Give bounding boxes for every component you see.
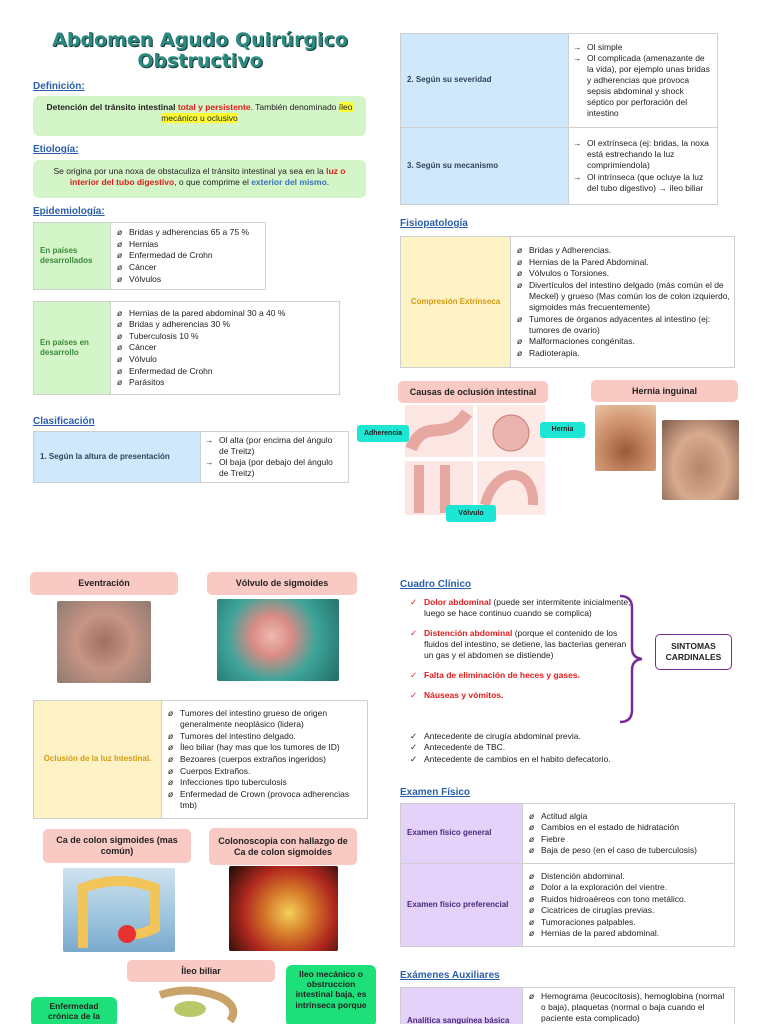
list-item: ✓ Antecedente de TBC. <box>410 742 710 753</box>
page-title: Abdomen Agudo Quirúrgico Obstructivo <box>52 29 348 72</box>
hernia-photo-1 <box>595 405 656 471</box>
desarrollo-cell <box>111 302 340 395</box>
brace-path <box>620 596 642 722</box>
definicion-box <box>33 96 366 136</box>
analitica-cell <box>523 988 735 1024</box>
examen-general-list <box>527 811 730 857</box>
list-item: → Ol extrínseca (ej: bridas, la noxa está estrechando la luz comprimiendola) <box>573 138 713 171</box>
analitica-list <box>527 991 730 1024</box>
eventracion-photo <box>57 601 151 683</box>
etiologia-red: luz o interior del tubo digestivo <box>69 166 346 188</box>
list-item: ø Hernias <box>115 239 261 250</box>
list-item: → Ol intrínseca (que ocluye la luz del tubo digestivo) → íleo biliar <box>573 172 713 194</box>
examen-fisico-table <box>400 803 735 947</box>
list-item: ø Actitud algia <box>527 811 730 822</box>
fisiopatologia-table <box>400 236 735 368</box>
list-item: ø Tumores de órganos adyacentes al intestino (ej: tumores de ovario) <box>515 314 730 336</box>
list-item: ✓ Antecedente de cambios en el habito defecatorio. <box>410 754 710 765</box>
cardinales-list <box>410 597 632 701</box>
list-item <box>410 670 632 681</box>
examen-preferencial-label: Examen físico preferencial <box>401 864 523 947</box>
tumor-marker <box>118 925 136 943</box>
biliary-illustration <box>130 985 275 1024</box>
list-item: ø Cáncer <box>115 342 335 353</box>
list-item <box>410 628 632 661</box>
examenes-auxiliares-heading: Exámenes Auxiliares <box>400 970 500 981</box>
list-item: ✓ Antecedente de cirugía abdominal previa. <box>410 731 710 742</box>
etiologia-text-b: , o que comprime el <box>174 177 252 188</box>
list-item: ø Malformaciones congénitas. <box>515 336 730 347</box>
analitica-label: Analítica sanguínea básica <box>401 988 523 1024</box>
list-item: ø Enfermedad de Crown (provoca adherencias tmb) <box>166 789 363 811</box>
examen-general-cell <box>523 804 735 864</box>
severidad-cell <box>569 34 718 128</box>
list-item: ø Tuberculosis 10 % <box>115 331 335 342</box>
desarrollados-cell <box>111 223 266 290</box>
list-item: ø Radioterapia. <box>515 348 730 359</box>
eventracion-title: Eventración <box>30 572 178 595</box>
ileo-mecanico-box: Ileo mecánico o obstruccion intestinal baja, es intrínseca porque <box>286 965 376 1024</box>
oclusion-luz-cell <box>162 701 368 819</box>
list-item: → Ol alta (por encima del ángulo de Treitz) <box>205 435 344 457</box>
oclusion-luz-label: Oclusión de la luz Intestinal. <box>34 701 162 819</box>
etiologia-blue: exterior del mismo <box>251 177 327 188</box>
examen-preferencial-cell <box>523 864 735 947</box>
clasificacion-severidad-mecanismo-table <box>400 33 718 205</box>
epidemiologia-heading: Epidemiología: <box>33 206 105 217</box>
list-item: ø Bridas y Adherencias. <box>515 245 730 256</box>
list-item <box>410 597 632 619</box>
causas-title: Causas de oclusión intestinal <box>398 381 548 403</box>
hernia-loop <box>493 415 529 451</box>
list-item: → Ol baja (por debajo del ángulo de Treitz) <box>205 457 344 479</box>
list-item: ø Vólvulos o Torsiones. <box>515 268 730 279</box>
list-item: ø Infecciones tipo tuberculosis <box>166 777 363 788</box>
colonoscopia-photo <box>229 866 338 951</box>
examen-general-label: Examen físico general <box>401 804 523 864</box>
clasificacion-heading: Clasificación <box>33 416 95 427</box>
hernia-inguinal-title: Hernia inguinal <box>591 380 738 402</box>
list-item: ø Hernias de la Pared Abdominal. <box>515 257 730 268</box>
brace-icon <box>618 594 644 724</box>
epidemiologia-desarrollo-table <box>33 301 340 395</box>
colonoscopia-title: Colonoscopia con hallazgo de Ca de colon sigmoides <box>209 828 357 865</box>
definicion-heading: Definición: <box>33 81 85 92</box>
epidemiologia-desarrollados-table <box>33 222 266 290</box>
list-item: ø Bridas y adherencias 30 % <box>115 319 335 330</box>
list-item: ø Dolor a la exploración del vientre. <box>527 882 730 893</box>
mecanismo-label: 3. Según su mecanismo <box>401 128 569 205</box>
volvulo-photo <box>217 599 339 681</box>
cardinal-red: Náuseas y vómitos. <box>424 689 504 700</box>
causas-illustration <box>405 405 545 515</box>
sintomas-cardinales-box: SINTOMAS CARDINALES <box>655 634 732 670</box>
list-item: ø Cambios en el estado de hidratación <box>527 822 730 833</box>
ca-colon-image <box>63 868 175 952</box>
altura-list <box>205 435 344 480</box>
list-item: ø Vólvulo <box>115 354 335 365</box>
list-item: → Ol complicada (amenazante de la vida), por ejemplo unas bridas y adherencias que provoca sepsis abdominal y shock séptico por perforación del intestino <box>573 53 713 119</box>
hernia-tag: Hernia <box>540 422 585 438</box>
clasificacion-altura-table <box>33 431 349 483</box>
fisiopatologia-heading: Fisiopatología <box>400 218 468 229</box>
list-item: ø Enfermedad de Crohn <box>115 366 335 377</box>
severidad-label: 2. Según su severidad <box>401 34 569 128</box>
altura-cell <box>201 432 349 483</box>
list-item <box>410 690 632 701</box>
ca-colon-title: Ca de colon sigmoides (mas común) <box>43 829 191 863</box>
colon-illustration <box>63 868 175 952</box>
list-item: ø Bridas y adherencias 65 a 75 % <box>115 227 261 238</box>
fisiopatologia-list <box>515 245 730 358</box>
examen-fisico-heading: Examen Físico <box>400 787 471 798</box>
list-item: ø Bezoares (cuerpos extraños ingeridos) <box>166 754 363 765</box>
adherencia-tag: Adherencia <box>357 425 409 442</box>
list-item: ø Enfermedad de Crohn <box>115 250 261 261</box>
list-item: ø Cáncer <box>115 262 261 273</box>
desarrollados-list <box>115 227 261 284</box>
ileo-biliar-title: Íleo biliar <box>127 960 275 982</box>
altura-label: 1. Según la altura de presentación <box>34 432 201 483</box>
list-item: → Ol simple <box>573 42 713 53</box>
examenes-auxiliares-table <box>400 987 735 1024</box>
list-item: ø Divertículos del intestino delgado (más común el de Meckel) y grueso (Mas común los de colon izquierdo, sigmoides más frecuentemente) <box>515 280 730 313</box>
etiologia-box <box>33 160 366 198</box>
otros-list <box>410 731 710 765</box>
severidad-list <box>573 42 713 120</box>
list-item: ø Íleo biliar (hay mas que los tumores de ID) <box>166 742 363 753</box>
list-item: ø Baja de peso (en el caso de tuberculosis) <box>527 845 730 856</box>
cardinal-red: Distención abdominal <box>424 627 513 638</box>
volvulo-sigmoides-title: Vólvulo de sigmoides <box>207 572 357 595</box>
etiologia-text-a: Se origina por una noxa de obstaculiza el tránsito intestinal ya sea en la <box>53 166 327 176</box>
etiologia-heading: Etiología: <box>33 144 79 155</box>
list-item: ø Hemograma (leucocitosis), hemoglobina (normal o baja), plaquetas (normal o baja cuando el paciente esta complicado) <box>527 991 730 1024</box>
list-item: ø Hernias de la pared abdominal 30 a 40 % <box>115 308 335 319</box>
fisiopatologia-cell <box>511 237 735 368</box>
cuadro-clinico-otros <box>410 730 710 765</box>
cuadro-clinico-heading: Cuadro Clínico <box>400 579 472 590</box>
cuadro-clinico-cardinales <box>410 596 632 701</box>
list-item: ø Fiebre <box>527 834 730 845</box>
cardinal-rest: (porque el contenido de los fluidos del intestino, se detiene, las bacterias generan un gas y el abdomen se distiende) <box>424 627 627 660</box>
list-item: ø Tumoraciones palpables. <box>527 917 730 928</box>
examen-preferencial-list <box>527 871 730 940</box>
cardinal-red: Dolor abdominal <box>424 596 492 607</box>
oclusion-luz-list <box>166 708 363 810</box>
mecanismo-cell <box>569 128 718 205</box>
list-item: ø Hernias de la pared abdominal. <box>527 928 730 939</box>
hernia-photo-2 <box>662 420 739 500</box>
list-item: ø Tumores del intestino delgado. <box>166 731 363 742</box>
definicion-mid: . También denominado <box>250 102 339 112</box>
ileo-biliar-diagram <box>130 985 275 1024</box>
definicion-highlight: íleo mecánico u oclusivo <box>161 102 353 124</box>
volvulo-tag: Vólvulo <box>446 505 496 522</box>
mecanismo-list <box>573 138 713 194</box>
etiologia-text-c: . <box>326 177 330 188</box>
desarrollo-label: En países en desarrollo <box>34 302 111 395</box>
intestine-illustration <box>405 405 545 515</box>
list-item: ø Distención abdominal. <box>527 871 730 882</box>
list-item: ø Cicatrices de cirugías previas. <box>527 905 730 916</box>
list-item: ø Tumores del intestino grueso de origen generalmente neoplásico (lidera) <box>166 708 363 730</box>
definicion-bold: Detención del tránsito intestinal <box>46 102 178 112</box>
list-item: ø Parásitos <box>115 377 335 388</box>
list-item: ø Ruidos hidroaéreos con tono metálico. <box>527 894 730 905</box>
enfermedad-box: Enfermedad crónica de la <box>31 997 117 1024</box>
desarrollo-list <box>115 308 335 388</box>
list-item: ø Cuerpos Extraños. <box>166 766 363 777</box>
cardinal-rest: (puede ser intermitente inicialmente, luego se hace continuo cuando se complica) <box>424 596 631 618</box>
gallbladder-shape <box>174 1001 206 1017</box>
list-item: ø Vólvulos <box>115 274 261 285</box>
oclusion-luz-table <box>33 700 368 819</box>
definicion-red: total y persistente <box>177 102 251 112</box>
cardinal-red: Falta de eliminación de heces y gases. <box>424 669 580 680</box>
desarrollados-label: En países desarrollados <box>34 223 111 290</box>
fisiopatologia-label: Compresión Extrínseca <box>401 237 511 368</box>
